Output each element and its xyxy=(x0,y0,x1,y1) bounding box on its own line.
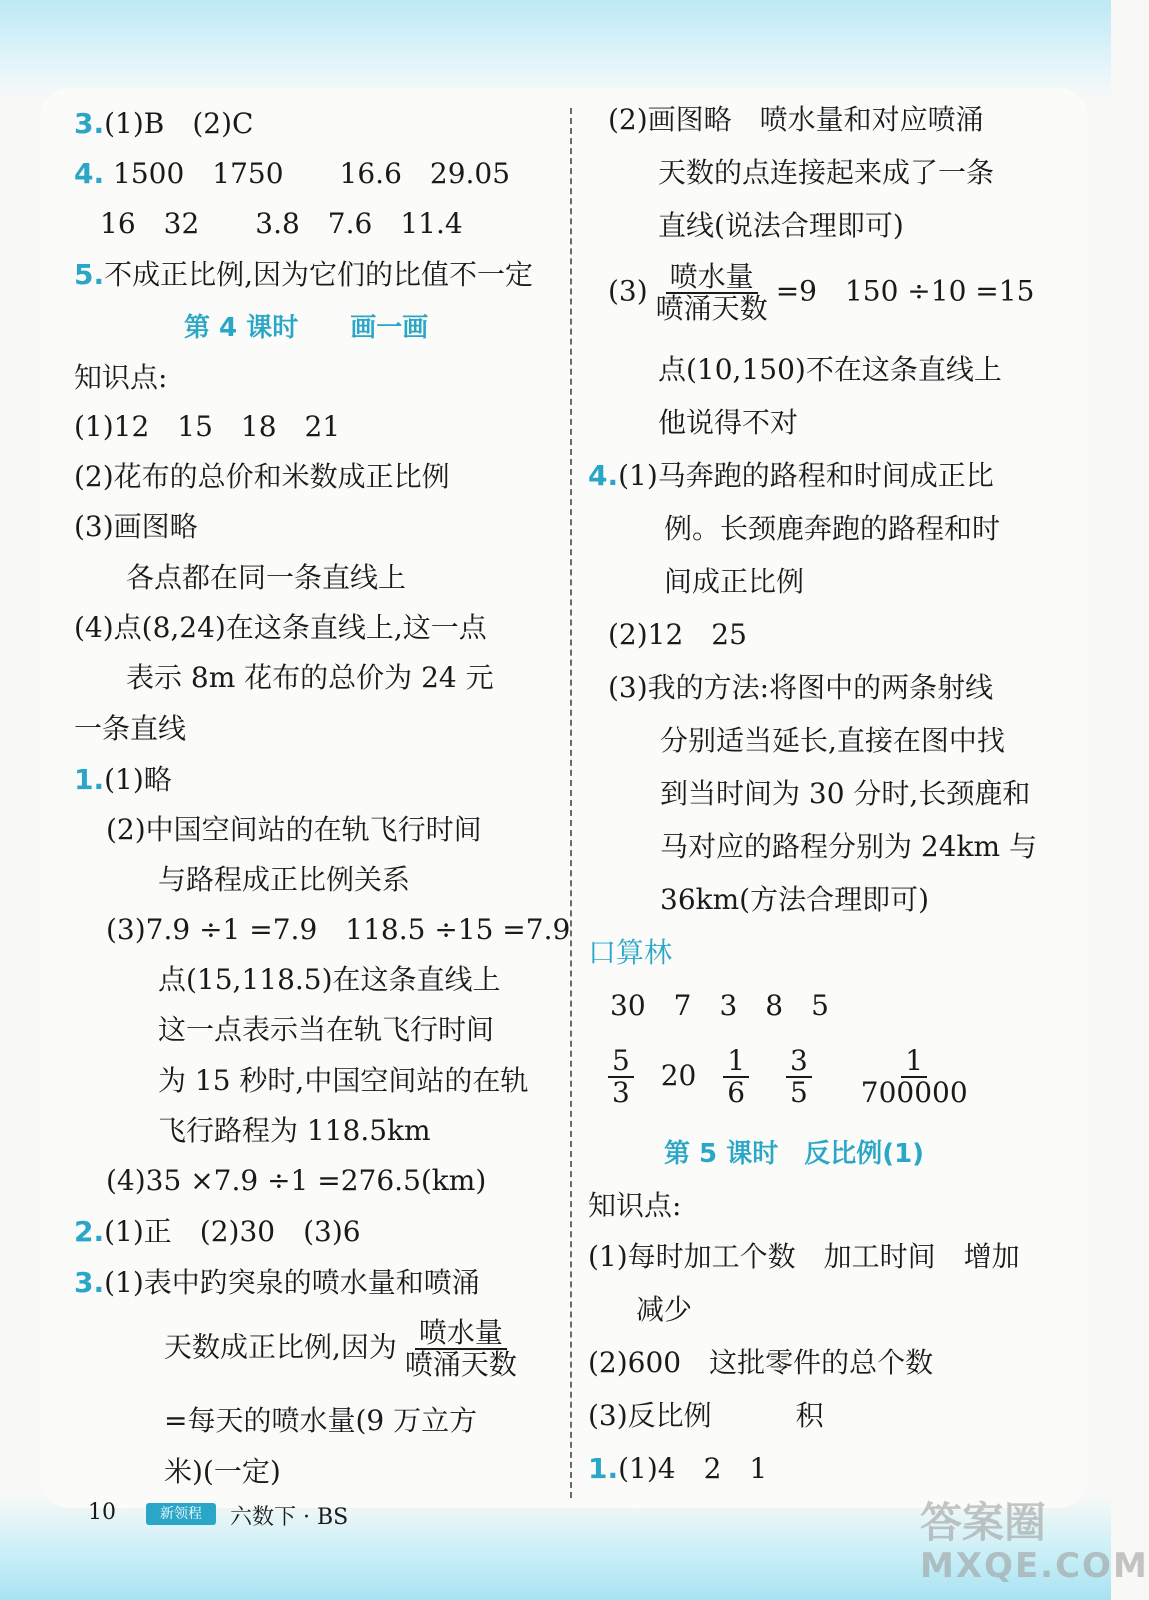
r-line: 天数的点连接起来成了一条 xyxy=(658,156,995,189)
q1-line: (2)中国空间站的在轨飞行时间 xyxy=(106,813,482,846)
page-number: 10 xyxy=(88,1500,116,1525)
r-line: 间成正比例 xyxy=(664,565,805,598)
r-line: 例。长颈鹿奔跑的路程和时 xyxy=(664,512,1001,545)
fraction: $\frac{\text{喷水量}}{\text{喷涌天数}}$ xyxy=(404,1316,517,1381)
r-line: 马对应的路程分别为 24km 与 xyxy=(660,830,1037,863)
k-line: (2)600 这批零件的总个数 xyxy=(588,1346,934,1379)
q1-line: (4)35 ×7.9 ÷1 =276.5(km) xyxy=(106,1164,487,1197)
watermark-url: MXQE.COM xyxy=(920,1546,1149,1586)
brand-badge: 新领程 xyxy=(146,1503,216,1525)
r-fraction-line: (3) $\frac{\text{喷水量}}{\text{喷涌天数}}$ =9 150 ÷10 =15 xyxy=(608,260,1035,325)
section-subtitle: 一条直线 xyxy=(74,712,187,745)
fraction: $\frac{5}{3}$ xyxy=(608,1046,634,1108)
q1-line: 为 15 秒时,中国空间站的在轨 xyxy=(158,1064,529,1097)
knowledge-label: 知识点: xyxy=(74,361,168,394)
answer-3: 3.(1)B (2)C xyxy=(74,107,254,140)
fraction: $\frac{\text{喷水量}}{\text{喷涌天数}}$ xyxy=(655,260,768,325)
q1-line: (3)7.9 ÷1 =7.9 118.5 ÷15 =7.9 xyxy=(106,913,571,946)
section-title-5: 第 5 课时 反比例(1) xyxy=(664,1139,925,1169)
answer-1-right: 1.(1)4 2 1 xyxy=(588,1452,768,1485)
r-line: (3)我的方法:将图中的两条射线 xyxy=(608,671,994,704)
k-line: 减少 xyxy=(636,1293,693,1326)
r-line: 点(10,150)不在这条直线上 xyxy=(658,353,1002,386)
kousuan-row2: $\frac{5}{3}$ 20 $\frac{1}{6}$ $\frac{3}{5}$ $\frac{1}{700000}$ xyxy=(604,1046,976,1108)
fraction: $\frac{1}{700000}$ xyxy=(860,1044,968,1109)
q3-line: 米)(一定) xyxy=(164,1455,281,1488)
q3-fraction-line: 天数成正比例,因为 $\frac{\text{喷水量}}{\text{喷涌天数}}$ xyxy=(164,1318,525,1380)
book-info: 六数下 · BS xyxy=(230,1505,349,1530)
k-line: (3)反比例 积 xyxy=(588,1399,824,1432)
answer-4-right: 4.(1)马奔跑的路程和时间成正比 xyxy=(588,459,994,492)
k-line: (1)每时加工个数 加工时间 增加 xyxy=(588,1240,1020,1273)
k-line: (4)点(8,24)在这条直线上,这一点 xyxy=(74,611,487,644)
kousuan-title: 口算林 xyxy=(588,936,673,969)
r-line: 分别适当延长,直接在图中找 xyxy=(660,724,1005,757)
answer-3b: 3.(1)表中趵突泉的喷水量和喷涌 xyxy=(74,1266,480,1299)
kousuan-row1: 30 7 3 8 5 xyxy=(610,989,829,1022)
r-line: 36km(方法合理即可) xyxy=(660,883,929,916)
q1-line: 这一点表示当在轨飞行时间 xyxy=(158,1013,495,1046)
k-line: (3)画图略 xyxy=(74,510,198,543)
answer-4: 4. 1500 1750 16.6 29.05 xyxy=(74,157,511,190)
k-line: 各点都在同一条直线上 xyxy=(126,561,407,594)
knowledge-label: 知识点: xyxy=(588,1189,682,1222)
answer-5: 5.不成正比例,因为它们的比值不一定 xyxy=(74,258,534,291)
watermark-text: 答案圈 xyxy=(920,1498,1047,1547)
answer-4-row2: 16 32 3.8 7.6 11.4 xyxy=(100,207,463,240)
r-line: 他说得不对 xyxy=(658,406,799,439)
k-line: (1)12 15 18 21 xyxy=(74,410,341,443)
r-line: (2)12 25 xyxy=(608,618,747,651)
q1-line: 1.(1)略 xyxy=(74,763,172,796)
section-title-4: 第 4 课时 画一画 xyxy=(184,313,429,343)
q1-line: 点(15,118.5)在这条直线上 xyxy=(158,963,501,996)
k-line: 表示 8m 花布的总价为 24 元 xyxy=(126,661,494,694)
answer-2: 2.(1)正 (2)30 (3)6 xyxy=(74,1215,361,1248)
r-line: (2)画图略 喷水量和对应喷涌 xyxy=(608,103,984,136)
r-line: 直线(说法合理即可) xyxy=(658,209,904,242)
q1-line: 飞行路程为 118.5km xyxy=(158,1114,431,1147)
fraction: $\frac{1}{6}$ xyxy=(723,1046,749,1108)
q1-line: 与路程成正比例关系 xyxy=(158,863,411,896)
fraction: $\frac{3}{5}$ xyxy=(786,1046,812,1108)
r-line: 到当时间为 30 分时,长颈鹿和 xyxy=(660,777,1031,810)
top-band xyxy=(0,0,1111,100)
k-line: (2)花布的总价和米数成正比例 xyxy=(74,460,450,493)
column-divider xyxy=(570,108,572,1498)
watermark xyxy=(900,1490,1149,1590)
q3-line: =每天的喷水量(9 万立方 xyxy=(164,1404,478,1437)
